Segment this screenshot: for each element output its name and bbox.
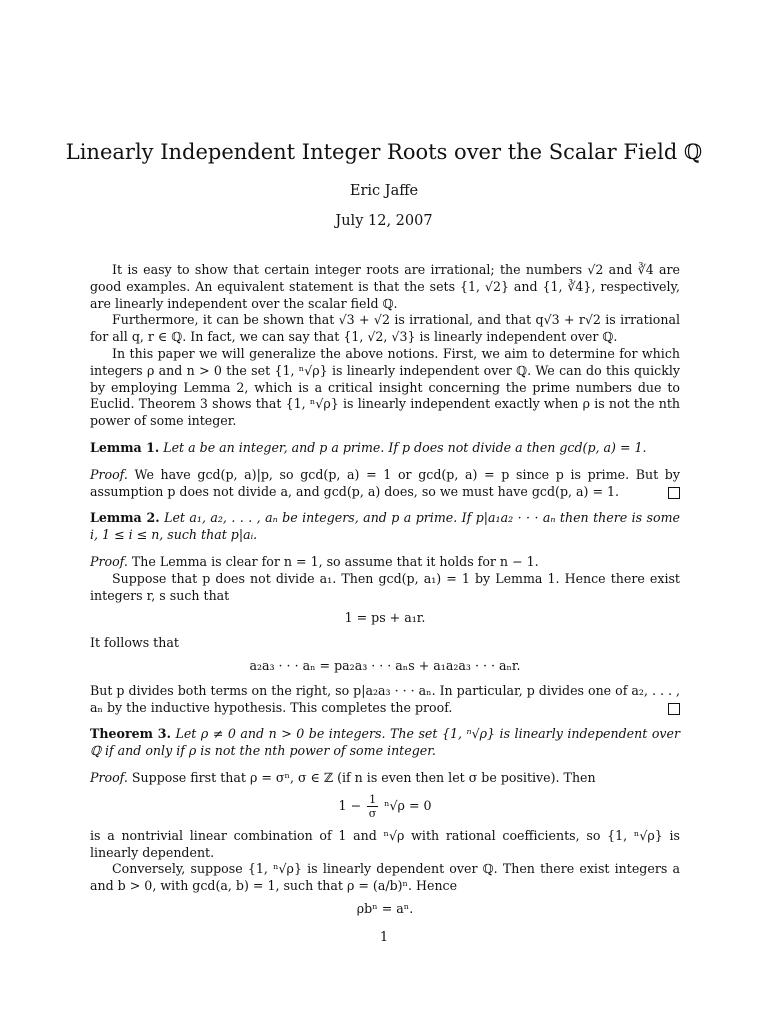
- paper-body: [90, 262, 680, 926]
- lemma-1-proof-text: We have gcd(p, a)|p, so gcd(p, a) = 1 or gcd(p, a) = p since p is prime. But by assumption p does not divide a, and gcd(p, a) does, so we must have gcd(p, a) = 1.: [90, 466, 680, 499]
- lemma-2-proof-text-4: But p divides both terms on the right, so p|a₂a₃ · · · aₙ. In particular, p divides one of a₂, . . . , aₙ by the inductive hypothesis. This completes the proof.: [90, 682, 680, 715]
- proof-label: Proof.: [90, 769, 128, 785]
- equation-lhs: 1 −: [338, 797, 362, 813]
- qed-box-icon: [668, 703, 680, 715]
- qed-box-icon: [668, 487, 680, 499]
- paper-title: Linearly Independent Integer Roots over the Scalar Field ℚ: [65, 140, 703, 164]
- equation-rhs: ⁿ√ρ = 0: [384, 797, 432, 813]
- equation: [90, 793, 680, 820]
- equation: 1 = ps + a₁r.: [344, 610, 426, 626]
- lemma-1-proof: [90, 467, 680, 501]
- theorem-3-proof: [90, 770, 680, 787]
- lemma-1-label: Lemma 1.: [90, 439, 160, 455]
- date: July 12, 2007: [335, 213, 433, 229]
- intro-paragraph-3: In this paper we will generalize the above notions. First, we aim to determine for which integers ρ and n > 0 the set {1, ⁿ√ρ} is linearly independent over ℚ. We can do this quickly by employing Lemma 2, which is a critical insight concerning the prime numbers due to Euclid. Theorem 3 shows that {1, ⁿ√ρ} is linearly independent exactly when ρ is not the nth power of some integer.: [90, 345, 680, 429]
- intro-paragraph-1: It is easy to show that certain integer roots are irrational; the numbers √2 and ∛4 are good examples. An equivalent statement is that the sets {1, √2} and {1, ∛4}, respectively, are linearly independent over the scalar field ℚ.: [90, 262, 680, 311]
- lemma-2-proof-text-2: Suppose that p does not divide a₁. Then gcd(p, a₁) = 1 by Lemma 1. Hence there exist integers r, s such that: [90, 570, 680, 603]
- equation: ρbⁿ = aⁿ.: [356, 900, 414, 916]
- intro-paragraph-2: Furthermore, it can be shown that √3 + √2 is irrational, and that q√3 + r√2 is irrational for all q, r ∈ ℚ. In fact, we can say that {1, √2, √3} is linearly independent over ℚ.: [90, 312, 680, 345]
- theorem-3-proof-text-1: Suppose first that ρ = σⁿ, σ ∈ ℤ (if n is even then let σ be positive). Then: [131, 769, 596, 785]
- lemma-2-proof: [90, 554, 680, 571]
- theorem-3-proof-text-2: is a nontrivial linear combination of 1 and ⁿ√ρ with rational coefficients, so {1, ⁿ√ρ} is linearly dependent.: [90, 827, 680, 860]
- lemma-2-label: Lemma 2.: [90, 510, 160, 526]
- theorem-3-proof-text-3: Conversely, suppose {1, ⁿ√ρ} is linearly dependent over ℚ. Then there exist integers a and b > 0, with gcd(a, b) = 1, such that ρ = (a/b)ⁿ. Hence: [90, 861, 680, 894]
- equation: a₂a₃ · · · aₙ = pa₂a₃ · · · aₙs + a₁a₂a₃ · · · aₙr.: [249, 657, 521, 673]
- fraction-numerator: 1: [369, 792, 377, 806]
- proof-label: Proof.: [90, 553, 128, 569]
- lemma-2: [90, 510, 680, 544]
- lemma-2-proof-text-1: The Lemma is clear for n = 1, so assume that it holds for n − 1.: [131, 553, 539, 569]
- proof-label: Proof.: [90, 466, 128, 482]
- theorem-3-label: Theorem 3.: [90, 726, 171, 742]
- fraction: [367, 793, 378, 820]
- lemma-2-statement: Let a₁, a₂, . . . , aₙ be integers, and p a prime. If p|a₁a₂ · · · aₙ then there is some i, 1 ≤ i ≤ n, such that p|aᵢ.: [90, 510, 680, 543]
- lemma-2-proof-end: [90, 683, 680, 717]
- lemma-2-proof-text-3: It follows that: [90, 635, 179, 651]
- fraction-denominator: σ: [368, 806, 377, 820]
- lemma-1-statement: Let a be an integer, and p a prime. If p does not divide a then gcd(p, a) = 1.: [163, 439, 647, 455]
- theorem-3-statement: Let ρ ≠ 0 and n > 0 be integers. The set {1, ⁿ√ρ} is linearly independent over ℚ if and only if ρ is not the nth power of some integer.: [90, 726, 680, 759]
- theorem-3: [90, 726, 680, 760]
- author: Eric Jaffe: [349, 183, 419, 199]
- page-number: 1: [379, 930, 389, 945]
- lemma-1: [90, 440, 680, 457]
